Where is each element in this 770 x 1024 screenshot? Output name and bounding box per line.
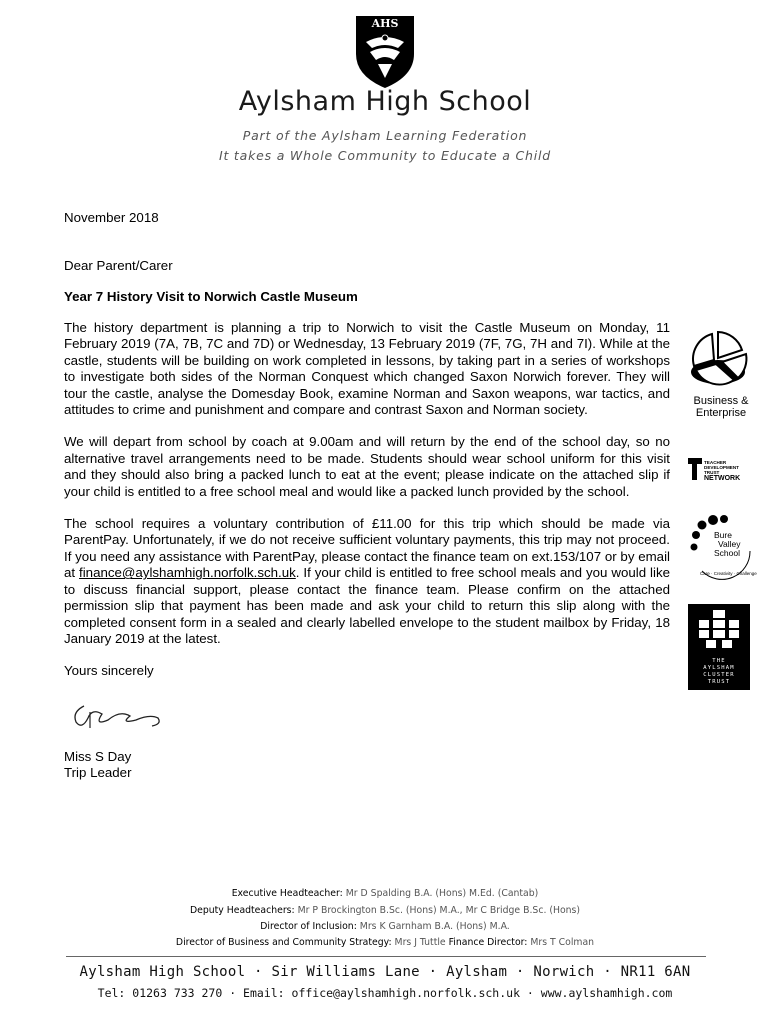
exec-label: Executive Headteacher: xyxy=(231,888,346,899)
business-value: Mrs J Tuttle xyxy=(394,937,446,948)
pie-chart-icon xyxy=(688,328,754,390)
tdt-line-3: TRUST xyxy=(704,470,720,475)
bure-text-1: Bure xyxy=(714,530,732,540)
inclusion-value: Mrs K Garnham B.A. (Hons) M.A. xyxy=(359,921,510,932)
footer-contact: Tel: 01263 733 270 · Email: office@aylshamhigh.norfolk.sch.uk · www.aylshamhigh.com xyxy=(97,986,673,1000)
signature-image xyxy=(66,696,170,736)
paragraph-payment xyxy=(64,516,670,647)
letter-date: November 2018 xyxy=(64,210,159,225)
footer-director-business xyxy=(0,937,770,948)
tdt-line-1: TEACHER xyxy=(704,460,727,465)
footer-executive-headteacher xyxy=(0,888,770,899)
deputy-label: Deputy Headteachers: xyxy=(189,905,298,916)
business-label-1: Business & xyxy=(693,395,749,407)
paragraph-trip-details: The history department is planning a trip to Norwich to visit the Castle Museum on Monday, 11 February 2019 (7A, 7B, 7C and 7D) or Wednesday, 13 February 2019 (7F, 7G, 7H and 7I). While at the castle, students will be building on work completed in lessons, by taking part in a series of workshops to investigate both sides of the Norman Conquest which changed Saxon Norwich forever. They will tour the castle, analyse the Domesday Book, examine Norman and Saxon weapons, war tactics, and attitudes to crime and punishment and compare and contrast Saxon and Norman society. xyxy=(64,320,670,418)
paragraph-travel: We will depart from school by coach at 9.00am and will return by the end of the school day, so no alternative travel arrangements need to be made. Students should wear school uniform for this visit and they should also bring a packed lunch to eat at the event; please indicate on the attached slip if your child is entitled to a free school meal and would like a packed lunch provided by the school. xyxy=(64,434,670,499)
tagline-federation: Part of the Aylsham Learning Federation xyxy=(242,128,528,143)
footer-divider xyxy=(66,956,706,957)
finance-value: Mrs T Colman xyxy=(530,937,595,948)
letter-salutation: Dear Parent/Carer xyxy=(64,258,173,273)
letter-body xyxy=(64,320,670,680)
cluster-grid-icon xyxy=(688,606,750,656)
business-enterprise-logo xyxy=(688,328,754,419)
business-label-2: Enterprise xyxy=(695,407,747,419)
finance-label: Finance Director: xyxy=(445,937,531,948)
signatory-name: Miss S Day xyxy=(64,749,132,764)
business-label: Director of Business and Community Strategy: xyxy=(175,937,395,948)
cluster-line-3: CLUSTER xyxy=(703,672,735,678)
school-crest-logo xyxy=(352,14,418,90)
letter-subject: Year 7 History Visit to Norwich Castle Museum xyxy=(64,289,358,304)
cluster-line-1: THE xyxy=(712,658,726,664)
cluster-line-4: TRUST xyxy=(707,679,731,685)
bure-text-2: Valley xyxy=(718,539,741,549)
tagline-community: It takes a Whole Community to Educate a Child xyxy=(218,148,552,163)
payment-text-end: . If your child is entitled to free school meals and you would like to discuss financial support, please contact the finance team. Please confirm on the attached permission slip that payment has been made and ask your child to return this slip along with the completed consent form in a sealed and clearly labelled envelope to the student mailbox by Friday, 18 January 2019 at the latest. xyxy=(64,565,670,646)
tdt-line-4: NETWORK xyxy=(704,475,741,482)
inclusion-label: Director of Inclusion: xyxy=(260,921,360,932)
bure-valley-school-logo xyxy=(688,515,757,581)
letter-closing: Yours sincerely xyxy=(64,663,154,679)
aylsham-cluster-trust-logo xyxy=(688,604,750,690)
footer-director-inclusion xyxy=(0,921,770,932)
payment-text-start: The school requires a voluntary contribution of £11.00 for this trip which should be made via ParentPay. Unfortunately, if we do not receive sufficient voluntary payments, this trip may not proceed. If you need any assistance with ParentPay, please contact the finance team on ext.153/107 or by email at xyxy=(64,516,670,581)
crest-text: AHS xyxy=(371,17,399,30)
signatory-role: Trip Leader xyxy=(64,765,132,780)
bure-ring-text: Care · Creativity · Challenge xyxy=(700,571,757,576)
school-name: Aylsham High School xyxy=(238,86,532,117)
tdt-line-2: DEVELOPMENT xyxy=(704,465,739,470)
exec-value: Mr D Spalding B.A. (Hons) M.Ed. (Cantab) xyxy=(345,888,539,899)
tdt-arrow-icon xyxy=(688,458,702,480)
cluster-line-2: AYLSHAM xyxy=(703,665,735,671)
footer-deputy-headteachers xyxy=(0,905,770,916)
deputy-value: Mr P Brockington B.Sc. (Hons) M.A., Mr C Bridge B.Sc. (Hons) xyxy=(297,905,581,916)
bure-text-3: School xyxy=(714,548,740,558)
footer-address: Aylsham High School · Sir Williams Lane · Aylsham · Norwich · NR11 6AN xyxy=(79,964,691,980)
finance-email-link[interactable]: finance@aylshamhigh.norfolk.sch.uk xyxy=(79,565,296,581)
